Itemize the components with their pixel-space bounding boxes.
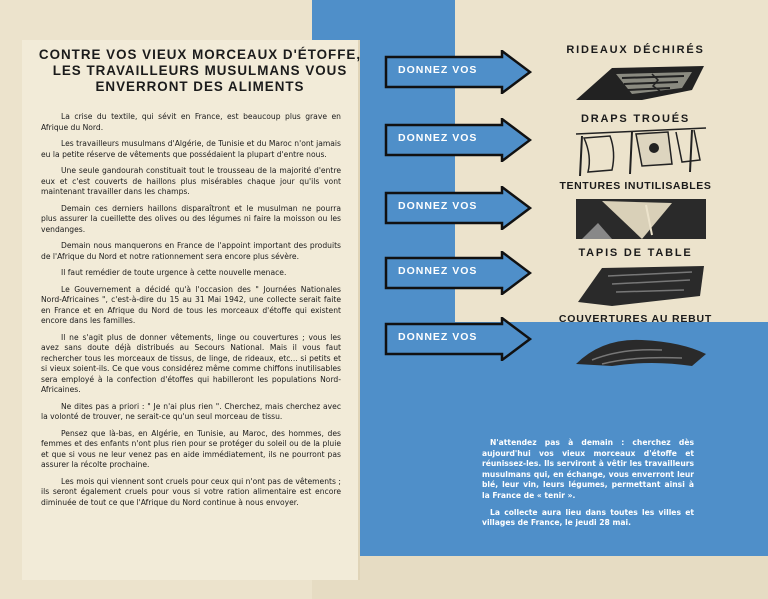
torn-hangings-illustration	[572, 195, 710, 243]
arrow-label: DONNEZ VOS	[398, 265, 478, 277]
bottom-margin	[312, 556, 768, 599]
paragraph: Il ne s'agit plus de donner vêtements, linge ou couvertures ; vous les avez sans doute déjà distribués au Secours National. Mais il vous faut rechercher tous les morceaux de tissus, de linge, de rideaux, etc... si petits et si vieux soient-ils. Ce que vous considérez même comme chiffons inutilisables sera employé à la confection d'étoffes qui habilleront les populations Nord-Africaines.	[41, 332, 341, 394]
item-label-rideaux: RIDEAUX DÉCHIRÉS	[566, 44, 705, 56]
arrow-donnez-vos	[384, 118, 532, 160]
page-title	[35, 47, 365, 95]
cta-paragraph: N'attendez pas à demain : cherchez dès aujourd'hui vos vieux morceaux d'étoffe et réunissez-les. Ils serviront à vêtir les travailleurs musulmans qui, en échange, vous enverront leur blé, leur vin, leurs légumes, permettant ainsi à la France de « tenir ».	[482, 438, 694, 500]
paragraph: Demain ces derniers haillons disparaîtront et le musulman ne pourra plus assurer la cueillette des olives ou des légumes ni faire la moisson ou les vendanges.	[41, 203, 341, 234]
paragraph: La crise du textile, qui sévit en France, est beaucoup plus grave en Afrique du Nord.	[41, 112, 341, 132]
arrow-label: DONNEZ VOS	[398, 132, 478, 144]
call-to-action-text	[482, 438, 694, 535]
item-label-tapis: TAPIS DE TABLE	[578, 247, 693, 259]
paragraph: Il faut remédier de toute urgence à cette nouvelle menace.	[61, 268, 287, 277]
paragraph: Le Gouvernement a décidé qu'à l'occasion des " Journées Nationales Nord-Africaines ", c'est-à-dire du 15 au 31 Mai 1942, une collecte serait faite en France et en Afrique du Nord de tous les morceaux d'étoffe qui existent encore dans les familles.	[41, 284, 341, 325]
table-cover-illustration	[572, 262, 710, 308]
arrow-label: DONNEZ VOS	[398, 331, 478, 343]
paragraph: Demain nous manquerons en France de l'appoint important des produits de l'Afrique du Nord et notre rationnement sera encore plus sévère.	[41, 241, 341, 261]
arrow-donnez-vos	[384, 251, 532, 293]
paragraph: Les travailleurs musulmans d'Algérie, de Tunisie et du Maroc n'ont jamais eu la petite réserve de vêtements que possédaient la plupart d'entre nous.	[41, 139, 341, 159]
arrow-donnez-vos	[384, 50, 532, 92]
paragraph: Une seule gandourah constituait tout le trousseau de la majorité d'entre eux et c'est couverts de haillons plus misérables chaque jour qu'ils vont maintenant travailler dans les champs.	[41, 166, 341, 196]
cta-paragraph: La collecte aura lieu dans toutes les villes et villages de France, le jeudi 28 mai.	[482, 507, 694, 528]
arrow-donnez-vos	[384, 317, 532, 359]
torn-curtain-illustration	[572, 60, 710, 104]
arrow-label: DONNEZ VOS	[398, 64, 478, 76]
item-label-couvertures: COUVERTURES AU REBUT	[558, 313, 713, 325]
title-line: CONTRE VOS VIEUX MORCEAUX D'ÉTOFFE,	[38, 47, 362, 62]
title-line: ENVERRONT DES ALIMENTS	[95, 79, 305, 94]
paragraph: Pensez que là-bas, en Algérie, en Tunisie, au Maroc, des hommes, des femmes et des enfants n'ont plus rien pour se protéger du soleil ou de la pluie et que si vous ne leur venez pas en aide immédiatement, ils ne pourront pas assurer la récolte prochaine.	[41, 428, 341, 469]
arrow-donnez-vos	[384, 186, 532, 228]
item-label-tentures: TENTURES INUTILISABLES	[559, 180, 712, 192]
paragraph: Les mois qui viennent sont cruels pour ceux qui n'ont pas de vêtements ; ils seront également cruels pour vous si votre ration alimentaire est encore diminuée de tout ce que l'Afrique du Nord continue à nous envoyer.	[41, 476, 341, 507]
article-body	[41, 112, 341, 514]
arrow-label: DONNEZ VOS	[398, 200, 478, 212]
torn-sheets-illustration	[572, 126, 710, 178]
paragraph: Ne dites pas a priori : " Je n'ai plus rien ". Cherchez, mais cherchez avec la volonté de trouver, ne serait-ce qu'un seul morceau de tissu.	[41, 401, 341, 421]
blanket-illustration	[572, 330, 710, 370]
item-label-draps: DRAPS TROUÉS	[581, 113, 690, 125]
title-line: LES TRAVAILLEURS MUSULMANS VOUS	[52, 63, 348, 78]
